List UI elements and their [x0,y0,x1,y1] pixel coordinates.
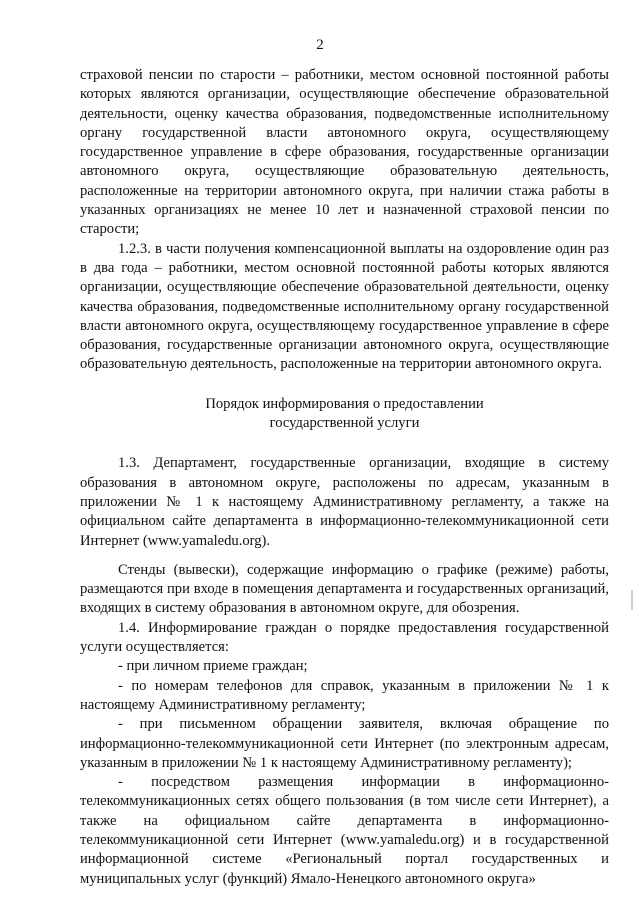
section-heading-line-1: Порядок информирования о предоставлении [205,395,484,412]
paragraph-pension-continuation: страховой пенсии по старости – работники, местом основной постоянной работы которых являются организации, осуществляющие обеспечение образовательной деятельности, оценку качества образования, подведомственные исполнительному органу государственной власти автономного округа, осуществляющему государственное управление в сфере образования, государственные организации автономного округа, осуществляющие образовательную деятельность, расположенные на территории автономного округа, при наличии стажа работы в указанных организациях не менее 10 лет и назначенной страховой пенсии по старости; [80,67,609,238]
scan-edge-mark [631,590,638,610]
paragraph-1-2-3: 1.2.3. в части получения компенсационной выплаты на оздоровление один раз в два года – работники, местом основной постоянной работы которых являются организации, осуществляющие обеспечение образовательной деятельности, оценку качества образования, подведомственные исполнительному органу государственной власти автономного округа, осуществляющему государственное управление в сфере образования, государственные организации автономного округа, осуществляющие образовательную деятельность, расположенные на территории автономного округа. [80,240,609,373]
section-heading-line-2: государственной услуги [269,415,420,432]
paragraph-1-3: 1.3. Департамент, государственные организации, входящие в систему образования в автономном округе, расположены по адресам, указанным в приложении № 1 к настоящему Административному регламенту, а также на официальном сайте департамента в информационно-телекоммуникационной сети Интернет (www.yamaledu.org). [80,455,609,549]
paragraph-stands: Стенды (вывески), содержащие информацию о графике (режиме) работы, размещаются при входе в помещения департамента и государственных организаций, входящих в систему образования в автономном округе, для обозрения. [80,561,609,617]
paragraph-1-4: 1.4. Информирование граждан о порядке предоставления государственной услуги осуществляется: [80,619,609,656]
page-number: 2 [316,37,324,53]
section-heading [80,395,609,434]
list-item-online-publication: - посредством размещения информации в информационно-телекоммуникационных сетях общего пользования (в том числе сети Интернет), а также на официальном сайте департамента в информационно-телекоммуникационной сети Интернет (www.yamaledu.org) и в государственной информационной системе «Региональный портал государственных и муниципальных услуг (функций) Ямало-Ненецкого автономного округа» [80,774,609,887]
list-item-personal-reception: - при личном приеме граждан; [118,658,308,675]
document-body [80,66,609,889]
list-item-written-appeal: - при письменном обращении заявителя, включая обращение по информационно-телекоммуникационной сети Интернет (по электронным адресам, указанным в приложении № 1 к настоящему Административному регламенту); [80,716,609,771]
list-item-phone-numbers: - по номерам телефонов для справок, указанным в приложении № 1 к настоящему Административному регламенту; [80,677,609,713]
